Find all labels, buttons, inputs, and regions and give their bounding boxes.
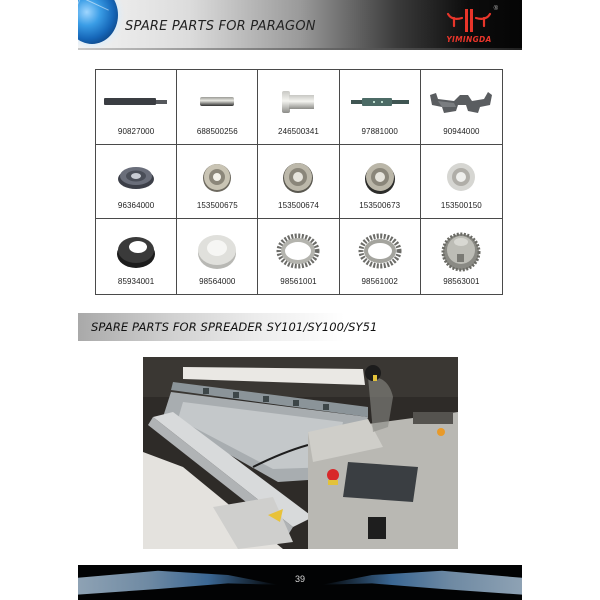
aluminum-ring-icon	[195, 231, 239, 271]
pulley-gear-icon	[439, 230, 483, 272]
part-cell	[96, 219, 177, 294]
spreader-machine-photo	[143, 357, 458, 549]
spreader-machine-image	[143, 357, 458, 549]
part-cell	[258, 145, 339, 220]
part-cell	[177, 145, 258, 220]
gear-ring-icon	[276, 232, 320, 270]
rubber-ring-icon	[114, 232, 158, 270]
part-cell	[177, 70, 258, 145]
section-title: SPARE PARTS FOR SPREADER SY101/SY100/SY51	[91, 320, 378, 334]
part-cell	[340, 145, 421, 220]
pin-icon	[197, 95, 237, 109]
bushing-icon	[278, 90, 318, 114]
flanged-bearing-icon	[361, 160, 399, 194]
part-number: 153500150	[440, 201, 482, 211]
part-cell	[96, 70, 177, 145]
page-number: 39	[294, 574, 305, 584]
flanged-bearing-dark-icon	[116, 162, 156, 192]
globe-icon	[78, 0, 118, 44]
page-title: SPARE PARTS FOR PARAGON	[125, 19, 316, 34]
part-number: 96364000	[117, 201, 155, 211]
gear-ring-icon	[358, 232, 402, 270]
registered-mark: ®	[493, 6, 498, 12]
part-number: 246500341	[278, 126, 319, 136]
part-cell	[258, 70, 339, 145]
flanged-bearing-icon	[279, 160, 317, 194]
ball-bearing-icon	[443, 161, 479, 193]
part-number: 98564000	[199, 276, 236, 286]
flanged-bearing-icon	[200, 160, 234, 194]
part-cell	[421, 219, 502, 294]
logo-text: YIMINGDA	[446, 35, 492, 44]
part-cell	[96, 145, 177, 220]
part-number: 98561001	[280, 276, 317, 286]
part-cell	[258, 219, 339, 294]
footer-banner	[78, 565, 522, 600]
part-number: 98563001	[443, 276, 480, 286]
bracket-icon	[428, 89, 494, 115]
part-cell	[340, 70, 421, 145]
part-cell	[340, 219, 421, 294]
part-number: 153500673	[359, 201, 401, 211]
part-number: 90944000	[443, 126, 480, 136]
part-number: 85934001	[117, 276, 155, 286]
flat-bar-icon	[350, 96, 410, 108]
header-banner	[78, 0, 522, 50]
part-number: 97881000	[361, 126, 398, 136]
part-number: 90827000	[117, 126, 155, 136]
section-banner-spreader	[78, 313, 522, 341]
part-number: 153500675	[196, 201, 238, 211]
parts-table	[95, 69, 503, 295]
part-number: 98561002	[361, 276, 398, 286]
part-cell	[177, 219, 258, 294]
shaft-rod-icon	[101, 95, 171, 109]
part-cell	[421, 70, 502, 145]
part-number: 153500674	[278, 201, 319, 211]
part-number: 688500256	[196, 126, 238, 136]
part-cell	[421, 145, 502, 220]
yimingda-logo	[434, 6, 504, 46]
